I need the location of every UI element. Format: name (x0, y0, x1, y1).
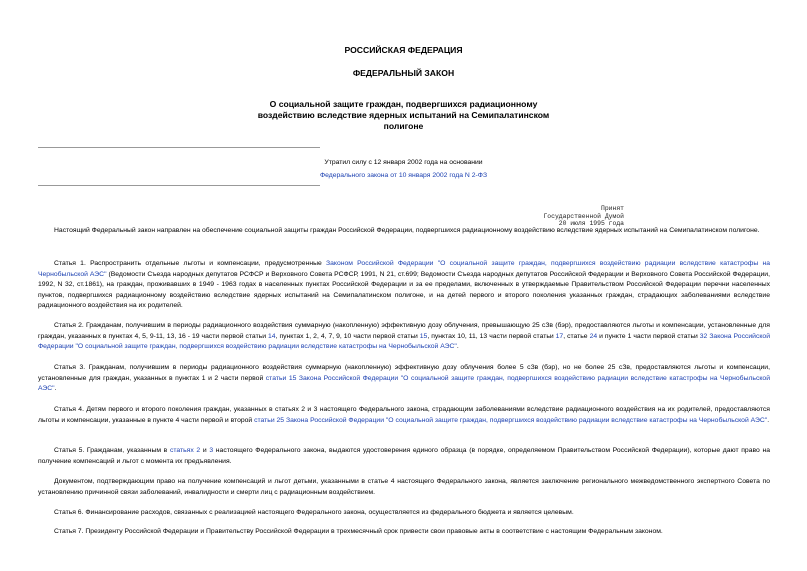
article-4 (38, 405, 770, 426)
article-4-text-b: . (767, 416, 770, 424)
chernobyl-law-link[interactable]: Законом Российской Федерации "О социальной защите граждан, подвергшихся воздействию радиации вследствие катастрофы на Чернобыльской АЭС" (38, 260, 770, 278)
article-15-law-link[interactable]: статьи 15 Закона Российской Федерации "О социальной защите граждан, подвергшихся воздействию радиации вследствие катастрофы на Чернобыльской АЭС" (38, 374, 770, 392)
article-14-link[interactable]: 14 (268, 332, 276, 340)
article-4-text-a: Статья 4. Детям первого и второго поколения граждан, указанных в статьях 2 и 3 настоящего Федерального закона, страдающим заболеваниями вследствие радиационного воздействия на их родителей, предоставляются льготы и компенсации, указанные в пункте 4 части первой и второй (38, 406, 770, 424)
divider-top (38, 147, 320, 148)
law-title (0, 99, 807, 132)
article-17-link[interactable]: 17 (555, 332, 564, 340)
article-25-law-link[interactable]: статьи 25 Закона Российской Федерации "О социальной защите граждан, подвергшихся воздействию радиации вследствие катастрофы на Чернобыльской АЭС" (254, 416, 768, 424)
document-paragraph: Документом, подтверждающим право на получение компенсаций и льгот детьми, указанными в статье 4 настоящего Федерального закона, является заключение регионального межведомственного экспертного Совета по установлению причинной связи заболеваний, инвалидности и смерти лиц с радиационным воздействием. (38, 478, 770, 496)
intro-paragraph: Настоящий Федеральный закон направлен на обеспечение социальной защиты граждан Российской Федерации, подвергшихся радиационному воздействию вследствие ядерных испытаний на Семипалатинском полигоне. (54, 227, 760, 234)
article-3-text-b: . (54, 385, 57, 392)
article-3-link[interactable]: 3 (209, 447, 214, 454)
article-6: Статья 6. Финансирование расходов, связанных с реализацией настоящего Федерального закона, осуществляется из федерального бюджета и является целевым. (54, 509, 574, 516)
article-24-link[interactable]: 24 (589, 332, 598, 340)
article-1-text-a: Статья 1. Распространить отдельные льготы и компенсации, предусмотренные (54, 260, 327, 267)
article-5 (38, 446, 770, 467)
article-2-text-e: и пункте 1 части первой статьи (597, 332, 700, 340)
article-5-text-b: и (200, 447, 210, 454)
article-3-text-a: Статья 3. Гражданам, получившим в периоды радиационного воздействия суммарную (накопленную) эффективную дозу облучения более 5 сЗв (бэр), но не более 25 сЗв, предоставляются льготы и компенсации, установленные для граждан, указанных в пунктах 1 и 2 части первой (38, 364, 770, 382)
article-2 (38, 321, 770, 353)
article-2-text-b: , пунктах 1, 2, 4, 7, 9, 10 части первой статьи (275, 332, 420, 340)
article-2-text-a: Статья 2. Гражданам, получившим в периоды радиационного воздействия суммарную (накопленную) эффективную дозу облучения, превышающую 25 сЗв (бэр), предоставляются льготы и компенсации, установленные для граждан, указанных в пунктах 4, 5, 9-11, 13, 16 - 19 части первой статьи (38, 322, 770, 340)
article-15-link[interactable]: 15 (419, 332, 428, 340)
article-1 (38, 259, 770, 312)
adoption-note-line-1: Принят (600, 205, 624, 212)
article-7: Статья 7. Президенту Российской Федерации и Правительству Российской Федерации в трехмесячный срок привести свои правовые акты в соответствие с настоящим Федеральным законом. (54, 528, 663, 535)
law-title-line-1: О социальной защите граждан, подвергшихся радиационному (269, 99, 538, 109)
article-2-text-f: . (456, 343, 459, 350)
articles-2-link[interactable]: статьях 2 (169, 447, 201, 454)
status-text: Утратил силу с 12 января 2002 года на основании (324, 159, 483, 166)
article-2-text-d: , статье (563, 332, 590, 340)
article-2-text-c: , пунктах 10, 11, 13 части первой статьи (427, 332, 556, 340)
repeal-law-link[interactable]: Федерального закона от 10 января 2002 года N 2-ФЗ (319, 172, 488, 179)
article-5-text-a: Статья 5. Гражданам, указанным в (54, 447, 170, 454)
status-line (0, 172, 807, 179)
adoption-date: 20 июля 1995 года (558, 220, 624, 228)
law-title-line-2: воздействию вследствие ядерных испытаний на Семипалатинском (257, 110, 550, 120)
article-3 (38, 363, 770, 395)
article-32-link[interactable]: 32 Закона Российской Федерации "О социальной защите граждан, подвергшихся воздействию радиации вследствие катастрофы на Чернобыльской АЭС" (38, 332, 770, 350)
law-type-heading: ФЕДЕРАЛЬНЫЙ ЗАКОН (352, 68, 455, 78)
law-title-line-3: полигоне (383, 121, 424, 131)
article-1-text-b: (Ведомости Съезда народных депутатов РСФСР и Верховного Совета РСФСР, 1991, N 21, ст.699; Ведомости Съезда народных депутатов Российской Федерации и Верховного Совета Российской Федерации, 1992, N 32, ст.1861), на граждан, проживавших в 1949 - 1963 годах в населенных пунктах Российской Федерации и за ее пределами, включенных в утверждаемые Правительством Российской Федерации перечни населенных пунктов, подвергшихся радиационному воздействию вследствие ядерных испытаний на Семипалатинском полигоне, и на детей первого и второго поколения указанных граждан, страдающих заболеваниями вследствие радиационного воздействия на их родителей. (38, 270, 770, 309)
country-heading: РОССИЙСКАЯ ФЕДЕРАЦИЯ (344, 45, 463, 55)
divider-bottom (38, 185, 320, 186)
adoption-note-line-2: Государственной Думой (543, 212, 624, 220)
adoption-note (536, 205, 624, 228)
article-5-text-c: настоящего Федерального закона, выдаются удостоверения единого образца (в порядке, определяемом Правительством Российской Федерации), которые дают право на получение компенсаций и льгот с момента их предъявления. (38, 447, 771, 465)
